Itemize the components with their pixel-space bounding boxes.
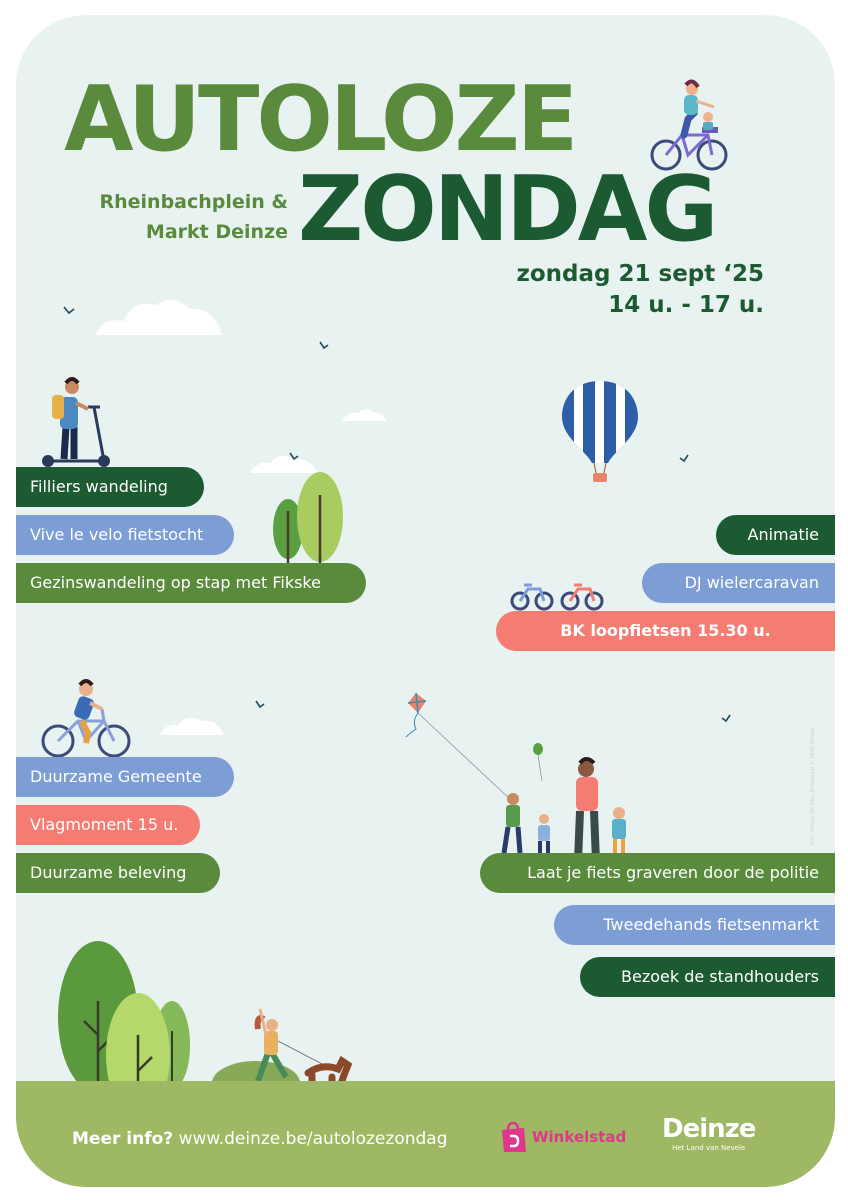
deinze-logo-name: Deinze [662, 1114, 756, 1144]
more-info-label: Meer info? [72, 1129, 174, 1149]
kite-family-illustration [396, 689, 636, 861]
title-line-2: ZONDAG [298, 157, 716, 262]
cyclist-mother-child-illustration [648, 79, 732, 175]
winkelstad-logo [500, 1121, 626, 1153]
activity-vlagmoment: Vlagmoment 15 u. [16, 805, 200, 845]
shopping-bag-icon [500, 1122, 526, 1152]
deinze-logo [662, 1115, 755, 1153]
activity-vive-le-velo: Vive le velo fietstocht [16, 515, 234, 555]
hot-air-balloon-illustration [562, 379, 638, 483]
trees-illustration [270, 471, 346, 567]
activity-duurzame-beleving: Duurzame beleving [16, 853, 220, 893]
cloud-icon [160, 715, 226, 737]
cloud-icon [342, 407, 386, 423]
balance-bikes-illustration [512, 581, 606, 611]
more-info [72, 1129, 448, 1149]
poster [16, 15, 835, 1187]
location [56, 187, 288, 247]
more-info-url[interactable]: www.deinze.be/autolozezondag [178, 1129, 448, 1149]
event-date [436, 259, 764, 321]
scooter-rider-illustration [38, 375, 114, 471]
activity-bezoek-standhouders: Bezoek de standhouders [580, 957, 835, 997]
event-hours: 14 u. - 17 u. [608, 292, 764, 318]
activity-animatie: Animatie [716, 515, 835, 555]
cloud-icon [96, 295, 226, 337]
activity-gezinswandeling: Gezinswandeling op stap met Fikske [16, 563, 366, 603]
bird-icon [320, 342, 328, 350]
activity-filliers-wandeling: Filliers wandeling [16, 467, 204, 507]
bird-icon [64, 307, 74, 315]
event-day: zondag 21 sept ‘25 [516, 261, 764, 287]
location-line-2: Markt Deinze [145, 221, 288, 243]
activity-fiets-graveren: Laat je fiets graveren door de politie [480, 853, 835, 893]
activity-bk-loopfietsen: BK loopfietsen 15.30 u. [496, 611, 835, 651]
bird-icon [722, 715, 730, 723]
location-line-1: Rheinbachplein & [99, 191, 288, 213]
cyclist-illustration [42, 675, 132, 759]
winkelstad-label: Winkelstad [532, 1128, 627, 1146]
dog-walker-illustration [216, 1005, 352, 1089]
bird-icon [256, 701, 264, 709]
activity-duurzame-gemeente: Duurzame Gemeente [16, 757, 234, 797]
title-line-1: AUTOLOZE [64, 67, 576, 172]
deinze-logo-tagline: Het Land van Nevele [672, 1144, 746, 1152]
activity-dj-wielercaravan: DJ wielercaravan [642, 563, 835, 603]
activity-tweedehands-fietsenmarkt: Tweedehands fietsenmarkt [554, 905, 835, 945]
bird-icon [290, 453, 298, 461]
publisher-notice: V.U.: Rutger De Reu, Brielstraat 2, 9800 Deinze [810, 727, 816, 845]
bird-icon [680, 455, 688, 463]
